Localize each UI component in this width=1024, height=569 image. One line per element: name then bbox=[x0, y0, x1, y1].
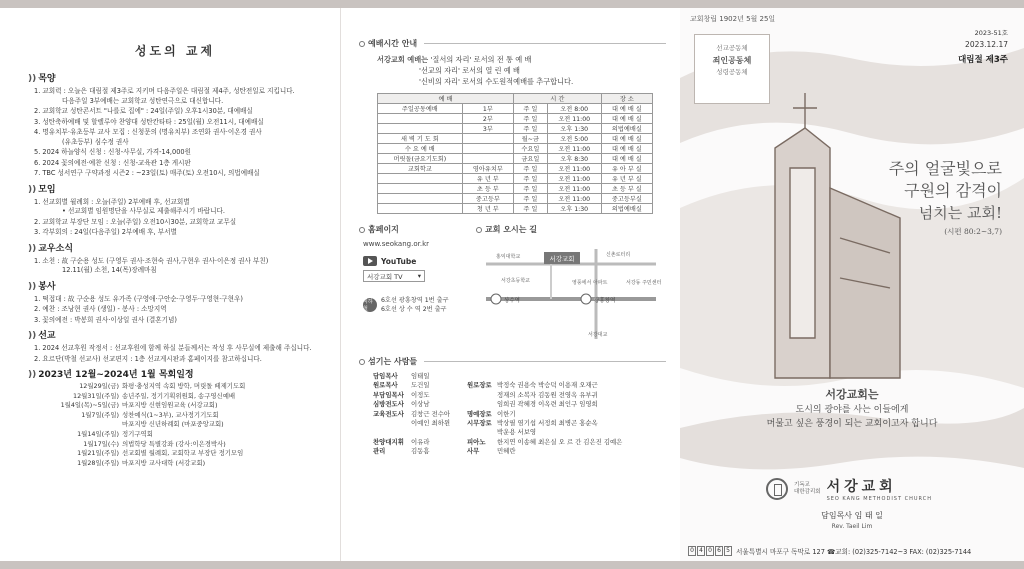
theme-verse: 주의 얼굴빛으로 구원의 감격이 넘치는 교회! (시편 80:2~3,7) bbox=[888, 159, 1002, 236]
news-item: 2. 교회학교 부장단 모임 : 오늘(주일) 오전10시30분, 교회학교 교무실 bbox=[34, 217, 237, 226]
zip-code: 0 4 0 6 5 bbox=[688, 546, 733, 556]
table-cell: 주 일 bbox=[513, 184, 547, 194]
table-cell: 교회학교 bbox=[378, 164, 463, 174]
map-label: 광흥창역 bbox=[594, 298, 616, 304]
table-cell: 오전 11:00 bbox=[547, 144, 601, 154]
table-cell: 주일공동예배 bbox=[378, 104, 463, 114]
staff-role: 부담임목사 bbox=[373, 390, 404, 399]
church-seal-icon bbox=[766, 478, 788, 500]
table-cell: 주 일 bbox=[513, 124, 547, 134]
news-item: 1. 선교회별 월례회 : 오늘(주일) 2부예배 후, 선교회별 bbox=[34, 197, 190, 206]
table-cell: 주 일 bbox=[513, 174, 547, 184]
church-logo: 기독교 대한감리회 서강교회 SEO KANG METHODIST CHURCH bbox=[766, 476, 932, 502]
staff-name: 도건일 bbox=[411, 381, 430, 390]
map-label: 영풍에서 아파트 bbox=[572, 280, 608, 286]
people-list bbox=[373, 372, 666, 457]
table-cell bbox=[462, 144, 513, 154]
chevron-down-icon: ▾ bbox=[417, 272, 421, 280]
schedule-event: 선교회별 월례회, 교회학교 부장단 정기모임 bbox=[122, 449, 244, 458]
cover-panel bbox=[680, 8, 1024, 561]
table-cell: 오전 11:00 bbox=[547, 164, 601, 174]
table-cell: 오전 8:00 bbox=[547, 104, 601, 114]
table-cell: 중고등부 bbox=[462, 194, 513, 204]
news-item: 12.11(월) 소천, 14(목)장례마침 bbox=[62, 266, 157, 274]
schedule-event: 정기구역회 bbox=[122, 429, 153, 438]
top-band bbox=[0, 0, 1024, 8]
staff-role: 명예장로 bbox=[467, 409, 492, 418]
table-cell: 금요일 bbox=[513, 154, 547, 164]
subway-info: 지하철 6호선 광흥창역 1번 출구 6호선 상 수 역 2번 출구 bbox=[363, 297, 449, 313]
ring-icon bbox=[476, 227, 482, 233]
news-panel bbox=[0, 8, 340, 561]
schedule-date bbox=[58, 420, 122, 430]
table-cell: 오전 5:00 bbox=[547, 134, 601, 144]
news-item: 3. 각부회의 : 24일(다음주일) 2부예배 후, 부서별 bbox=[34, 228, 177, 236]
table-cell: 오후 1:30 bbox=[547, 124, 601, 134]
map-church-label: 서강교회 bbox=[549, 255, 575, 263]
table-cell: 오전 11:00 bbox=[547, 194, 601, 204]
staff-name: 이정도 bbox=[411, 390, 430, 399]
staff-name: 이유라 bbox=[411, 437, 430, 446]
news-item: 2. 예찬 : 조낭현 권사 (생일) - 봉사 : 소망지역 bbox=[34, 305, 167, 313]
news-item: 다음주일 3부예배는 교회학교 성탄연극으로 대신합니다. bbox=[62, 96, 224, 105]
table-cell: 대 예 배 실 bbox=[601, 134, 652, 144]
news-item: (유초등부) 심수정 권사 bbox=[62, 137, 129, 146]
worship-intro: 서강교회 예배는 '질서의 자리' 로서의 전 통 예 배 '선교의 자리' 로서의 열 린 예 배 '신비의 자리' 로서의 수도원적예배를 추구합니다. bbox=[377, 55, 574, 86]
schedule-heading: )) 2023년 12월~2024년 1월 목회일정 bbox=[28, 370, 194, 380]
news-item: 7. TBC 성서연구 구약과정 시즌2 : ~23일(토) 매주(토) 오전10시, 의법예배실 bbox=[34, 169, 260, 177]
table-row bbox=[378, 174, 653, 184]
community-item-active: 죄인공동체 bbox=[712, 56, 752, 65]
staff-role: 찬양대지휘 bbox=[373, 437, 404, 446]
youtube-channel-select[interactable]: 서강교회 TV ▾ bbox=[363, 270, 425, 282]
table-cell bbox=[462, 134, 513, 144]
col-worship: 예 배 bbox=[378, 94, 514, 104]
map-label: 상수역 bbox=[504, 298, 520, 304]
table-cell: 월~금 bbox=[513, 134, 547, 144]
table-cell: 중고등부실 bbox=[601, 194, 652, 204]
news-item: 3. 성탄축하예배 및 할렐루야 찬양대 성탄칸타타 : 25일(월) 오전11시, 대예배실 bbox=[34, 117, 264, 126]
table-cell bbox=[378, 174, 463, 184]
location-map bbox=[476, 244, 666, 344]
staff-name: 박상필 염기섭 서정희 최병곤 홍순옥 bbox=[497, 419, 598, 428]
schedule-date: 12월31일(주일) bbox=[73, 391, 119, 400]
schedule-date: 1월4일(목)~5일(금) bbox=[60, 401, 119, 410]
station-icon bbox=[581, 294, 591, 304]
staff-name: 민혜란 bbox=[497, 447, 516, 456]
established-date: 교회창립 1902년 5월 25일 bbox=[690, 15, 776, 23]
ring-icon bbox=[359, 227, 365, 233]
staff-role: 교육전도사 bbox=[373, 409, 404, 418]
ring-icon bbox=[359, 41, 365, 47]
news-sections bbox=[28, 71, 322, 364]
table-row bbox=[378, 104, 653, 114]
schedule-event: 성찬예식(1~3부), 교사정기기도회 bbox=[122, 410, 219, 419]
staff-role: 담임목사 bbox=[373, 372, 398, 380]
staff-role bbox=[467, 391, 497, 400]
table-cell: 수 요 예 배 bbox=[378, 144, 463, 154]
senior-pastor: 담임목사 임 태 일 bbox=[821, 511, 883, 520]
news-item: 1. 소천 : 故 구순용 성도 (구영두 권사·조현숙 권사,구현우 권사·이은정 권사 부친) bbox=[34, 256, 269, 265]
table-cell: 주 일 bbox=[513, 104, 547, 114]
news-item: • 선교회별 임원명단을 사무실로 제출해주시기 바랍니다. bbox=[62, 207, 225, 215]
table-cell bbox=[462, 154, 513, 164]
schedule-date: 1월17일(수) bbox=[83, 439, 119, 448]
schedule-event: 화평·충성지역 속회 방학, 머릿돌 떼제기도회 bbox=[122, 382, 246, 390]
table-cell: 머릿돌(금요기도회) bbox=[378, 154, 463, 164]
table-cell: 유 아 부 실 bbox=[601, 164, 652, 174]
table-cell bbox=[378, 124, 463, 134]
community-box bbox=[694, 34, 770, 104]
table-cell bbox=[378, 194, 463, 204]
station-icon bbox=[491, 294, 501, 304]
homepage-link[interactable]: www.seokang.or.kr bbox=[363, 240, 429, 248]
news-item: 2. 요르단(박철 선교사) 선교편지 : 1층 선교게시판과 홈페이지를 참고하십니다. bbox=[34, 354, 262, 363]
table-cell: 의법예배실 bbox=[601, 204, 652, 214]
youtube-link[interactable]: YouTube bbox=[363, 256, 476, 266]
staff-role: 관리 bbox=[373, 447, 386, 456]
news-title: 성도의 교제 bbox=[134, 44, 216, 58]
directions-block: 교회 오시는 길 서강교회 홍익대학교 신촌로터리 서강초등학교 영풍에서 아파트 서강동 주민센터 상수역 광흥창역 서강대교 bbox=[476, 224, 666, 348]
staff-role bbox=[373, 428, 411, 437]
table-row bbox=[378, 144, 653, 154]
news-item: 2. 교회학교 성탄콘서트 "나를로 집에" : 24일(주일) 오후1시30분, 대예배실 bbox=[34, 107, 253, 115]
table-row bbox=[378, 204, 653, 214]
news-item: 1. 교회력 : 오늘은 대림절 제3주로 지키며 다음주일은 대림절 제4주, 성탄전일로 지킵니다. bbox=[34, 87, 295, 95]
community-item: 성령공동체 bbox=[716, 68, 748, 76]
schedule-list bbox=[28, 382, 322, 468]
worship-table bbox=[377, 93, 653, 214]
col-time: 시 간 bbox=[513, 94, 601, 104]
staff-role bbox=[467, 428, 497, 437]
table-cell: 1부 bbox=[462, 104, 513, 114]
news-section-heading: )) 봉사 bbox=[28, 281, 56, 292]
table-cell: 대 예 배 실 bbox=[601, 114, 652, 124]
table-cell bbox=[378, 114, 463, 124]
map-label: 신촌로터리 bbox=[606, 252, 631, 258]
issue-number: 2023-51호 bbox=[974, 29, 1008, 37]
worship-heading: 예배시간 안내 bbox=[359, 38, 666, 49]
table-row bbox=[378, 194, 653, 204]
staff-name: 김창근 전수아 bbox=[411, 409, 451, 418]
senior-pastor-en: Rev. Taeil Lim bbox=[831, 523, 873, 530]
table-cell: 수요일 bbox=[513, 144, 547, 154]
schedule-event: 의법학당 특별강좌 (강사:이은경박사) bbox=[122, 439, 226, 448]
table-cell: 대 예 배 실 bbox=[601, 104, 652, 114]
schedule-event: 마포지방 신현임원교육 (서강교회) bbox=[122, 401, 218, 410]
schedule-event: 송년주일, 정기기획위원회, 송구영신예배 bbox=[122, 391, 236, 400]
staff-role bbox=[373, 419, 411, 428]
map-label: 홍익대학교 bbox=[496, 254, 521, 260]
staff-role: 원로장로 bbox=[467, 381, 492, 390]
staff-role: 원로목사 bbox=[373, 381, 398, 390]
table-cell: 오전 11:00 bbox=[547, 114, 601, 124]
table-cell: 새 벽 기 도 회 bbox=[378, 134, 463, 144]
schedule-date: 1월28일(주일) bbox=[77, 458, 119, 467]
table-cell: 오후 1:30 bbox=[547, 204, 601, 214]
table-cell: 오전 11:00 bbox=[547, 184, 601, 194]
staff-name bbox=[497, 372, 627, 381]
table-row bbox=[378, 124, 653, 134]
schedule-date: 1월7일(주일) bbox=[81, 410, 119, 419]
community-item: 선교공동체 bbox=[716, 44, 748, 52]
staff-name: 박운용 서보영 bbox=[497, 428, 537, 437]
table-row bbox=[378, 154, 653, 164]
table-cell: 주 일 bbox=[513, 194, 547, 204]
map-label: 서강동 주민센터 bbox=[626, 280, 662, 286]
staff-role bbox=[467, 400, 497, 409]
table-cell: 영아유치부 bbox=[462, 164, 513, 174]
map-label: 서강대교 bbox=[588, 332, 608, 338]
table-cell bbox=[378, 184, 463, 194]
staff-name: 이예인 최하윈 bbox=[411, 419, 451, 428]
staff-role: 사무 bbox=[467, 447, 480, 456]
people-heading: 섬기는 사람들 bbox=[359, 356, 666, 367]
staff-name: 김동흠 bbox=[411, 447, 430, 456]
youtube-icon bbox=[363, 256, 377, 266]
schedule-date: 12월29일(금) bbox=[79, 382, 119, 390]
table-cell: 유 년 부 bbox=[462, 174, 513, 184]
ring-icon bbox=[359, 359, 365, 365]
news-section-heading: )) 목양 bbox=[28, 74, 56, 84]
table-cell: 초 등 부 bbox=[462, 184, 513, 194]
table-cell: 유 년 부 실 bbox=[601, 174, 652, 184]
news-item: 5. 2024 하늘양식 신청 : 신청-사무실, 가격-14,000원 bbox=[34, 148, 191, 156]
news-item: 4. 명유치부·유초등부 교사 모집 : 신청문의 (명유치부) 조연화 권사·이온경 권사 bbox=[34, 128, 262, 136]
table-cell bbox=[378, 204, 463, 214]
table-cell: 주 일 bbox=[513, 204, 547, 214]
table-cell: 오후 8:30 bbox=[547, 154, 601, 164]
schedule-event: 마포지방 신년하례회 (마포중앙교회) bbox=[122, 420, 224, 429]
map-label: 서강초등학교 bbox=[501, 278, 530, 284]
news-item: 1. 2024 선교후원 작정서 : 선교후원에 함께 하실 분들께서는 작성 후 사무실에 제출해 주십니다. bbox=[34, 344, 312, 352]
news-section-heading: )) 교우소식 bbox=[28, 243, 74, 254]
staff-role: 시무장로 bbox=[467, 419, 492, 428]
staff-role: 피아노 bbox=[467, 437, 486, 446]
news-item: 3. 꽃의예전 : 박봉희 권사·이상일 권사 (결혼기념) bbox=[34, 315, 177, 324]
staff-name: 임태일 bbox=[411, 372, 430, 380]
staff-name: 박정숙 권용숙 박승덕 이용재 오재근 bbox=[497, 381, 598, 390]
staff-name: 임희권 곽혜경 이옥련 최인구 임영희 bbox=[497, 400, 598, 409]
table-cell: 대 예 배 실 bbox=[601, 144, 652, 154]
table-cell: 의법예배실 bbox=[601, 124, 652, 134]
church-address: 0 4 0 6 5 서울특별시 마포구 독막로 127 ☎교회: (02)325-7142~3 FAX: (02)325-7144 bbox=[688, 546, 1018, 556]
bottom-band bbox=[0, 561, 1024, 569]
staff-name bbox=[411, 428, 467, 437]
staff-name: 한지연 이송혜 최은실 오 르 간 김은진 김예은 bbox=[497, 437, 623, 446]
staff-role: 심방전도사 bbox=[373, 400, 404, 409]
table-cell: 주 일 bbox=[513, 114, 547, 124]
table-cell: 오전 11:00 bbox=[547, 174, 601, 184]
staff-name: 이한기 bbox=[497, 409, 516, 418]
news-section-heading: )) 선교 bbox=[28, 331, 56, 341]
schedule-date: 1월14일(주일) bbox=[77, 429, 119, 438]
table-row bbox=[378, 134, 653, 144]
schedule-event: 마포지방 교사대학 (서강교회) bbox=[122, 458, 206, 467]
table-row bbox=[378, 114, 653, 124]
staff-name: 이상남 bbox=[411, 400, 430, 409]
table-cell: 주 일 bbox=[513, 164, 547, 174]
table-cell: 대 예 배 실 bbox=[601, 154, 652, 164]
bulletin-date: 2023.12.17 bbox=[965, 40, 1008, 49]
col-place: 장 소 bbox=[601, 94, 652, 104]
news-section-heading: )) 모임 bbox=[28, 184, 56, 195]
table-row bbox=[378, 184, 653, 194]
table-cell: 청 년 부 bbox=[462, 204, 513, 214]
liturgical-season: 대림절 제3주 bbox=[958, 55, 1008, 65]
table-row bbox=[378, 164, 653, 174]
news-item: 1. 떡접대 : 故 구순용 성도 유가족 (구영애·구안순·구영두·구영현·구현우) bbox=[34, 294, 243, 303]
staff-role bbox=[467, 372, 497, 381]
table-cell: 2부 bbox=[462, 114, 513, 124]
staff-name: 정재의 소복자 김동원 전영옥 유부귀 bbox=[497, 390, 598, 399]
worship-panel bbox=[340, 8, 680, 561]
mission-statement: 서강교회는 도시의 광야를 사는 이들에게 머물고 싶은 풍경이 되는 교회이고자 합니다 bbox=[766, 388, 938, 429]
subway-icon: 지하철 bbox=[363, 298, 377, 312]
news-item: 6. 2024 꽃의예전·예찬 신청 : 신청-교육관 1층 게시판 bbox=[34, 158, 191, 167]
schedule-date: 1월21일(주일) bbox=[77, 449, 119, 458]
homepage-block: 홈페이지 www.seokang.or.kr YouTube 서강교회 TV ▾ 지하철 6호선 광흥창역 1번 출구 6호선 상 수 역 2번 출구 bbox=[359, 224, 476, 348]
table-cell: 초 등 부 실 bbox=[601, 184, 652, 194]
table-cell: 3부 bbox=[462, 124, 513, 134]
